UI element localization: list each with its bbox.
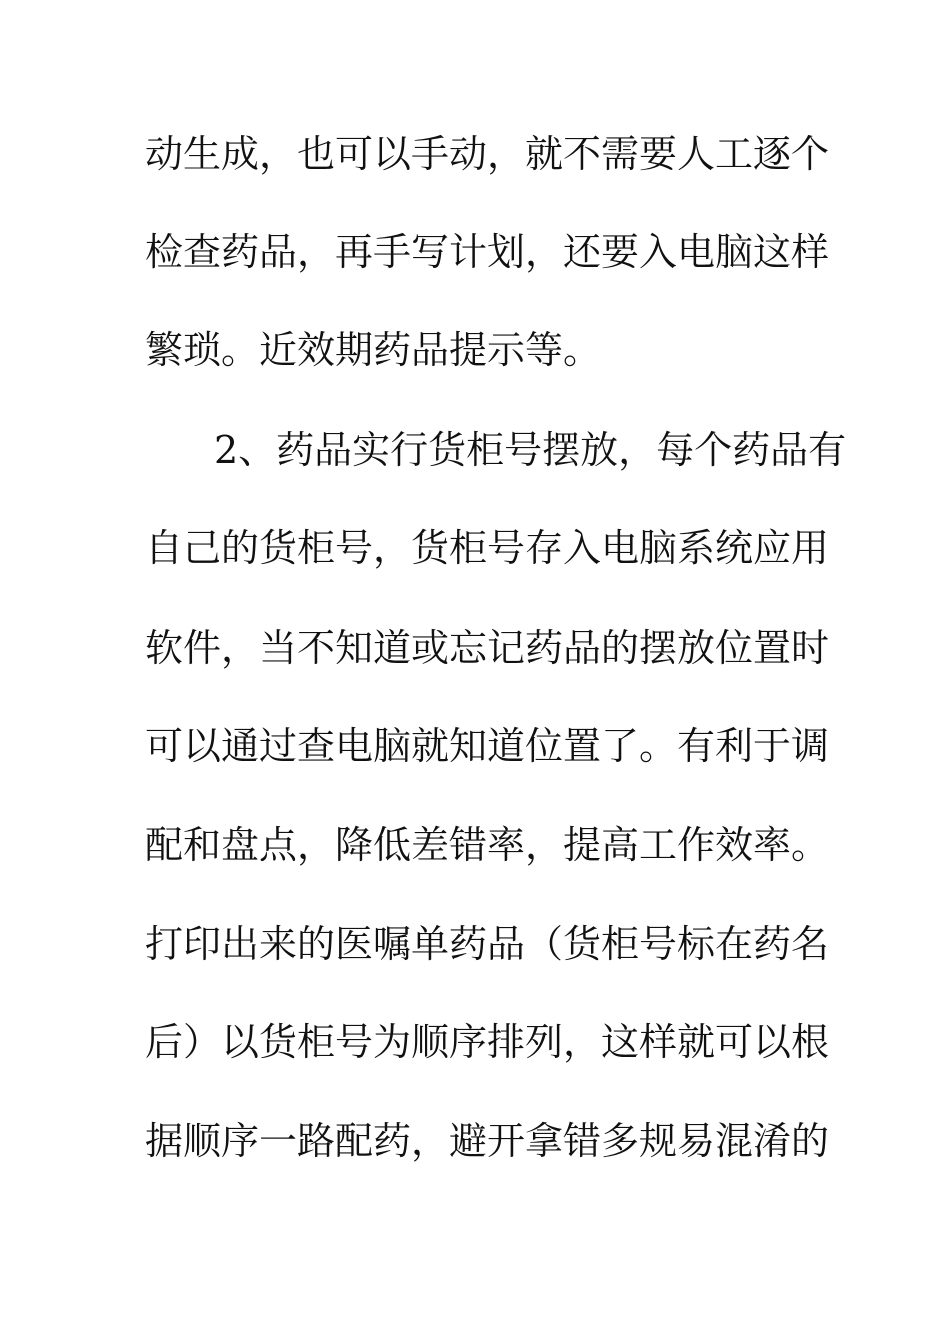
paragraph-start-line: 2、药品实行货柜号摆放，每个药品有 (214, 428, 847, 472)
body-text-line: 打印出来的医嘱单药品（货柜号标在药名 (145, 922, 830, 966)
body-text-line: 软件，当不知道或忘记药品的摆放位置时 (145, 626, 830, 670)
body-text-line: 可以通过查电脑就知道位置了。有利于调 (145, 724, 830, 768)
body-text-line: 自己的货柜号，货柜号存入电脑系统应用 (145, 526, 830, 570)
body-text-line: 繁琐。近效期药品提示等。 (145, 328, 602, 372)
body-text-line: 后）以货柜号为顺序排列，这样就可以根 (145, 1020, 830, 1064)
body-text-line: 配和盘点，降低差错率，提高工作效率。 (145, 823, 830, 867)
body-text-line: 动生成，也可以手动，就不需要人工逐个 (145, 132, 830, 176)
body-text-line: 检查药品，再手写计划，还要入电脑这样 (145, 230, 830, 274)
body-text-line: 据顺序一路配药，避开拿错多规易混淆的 (145, 1119, 830, 1163)
